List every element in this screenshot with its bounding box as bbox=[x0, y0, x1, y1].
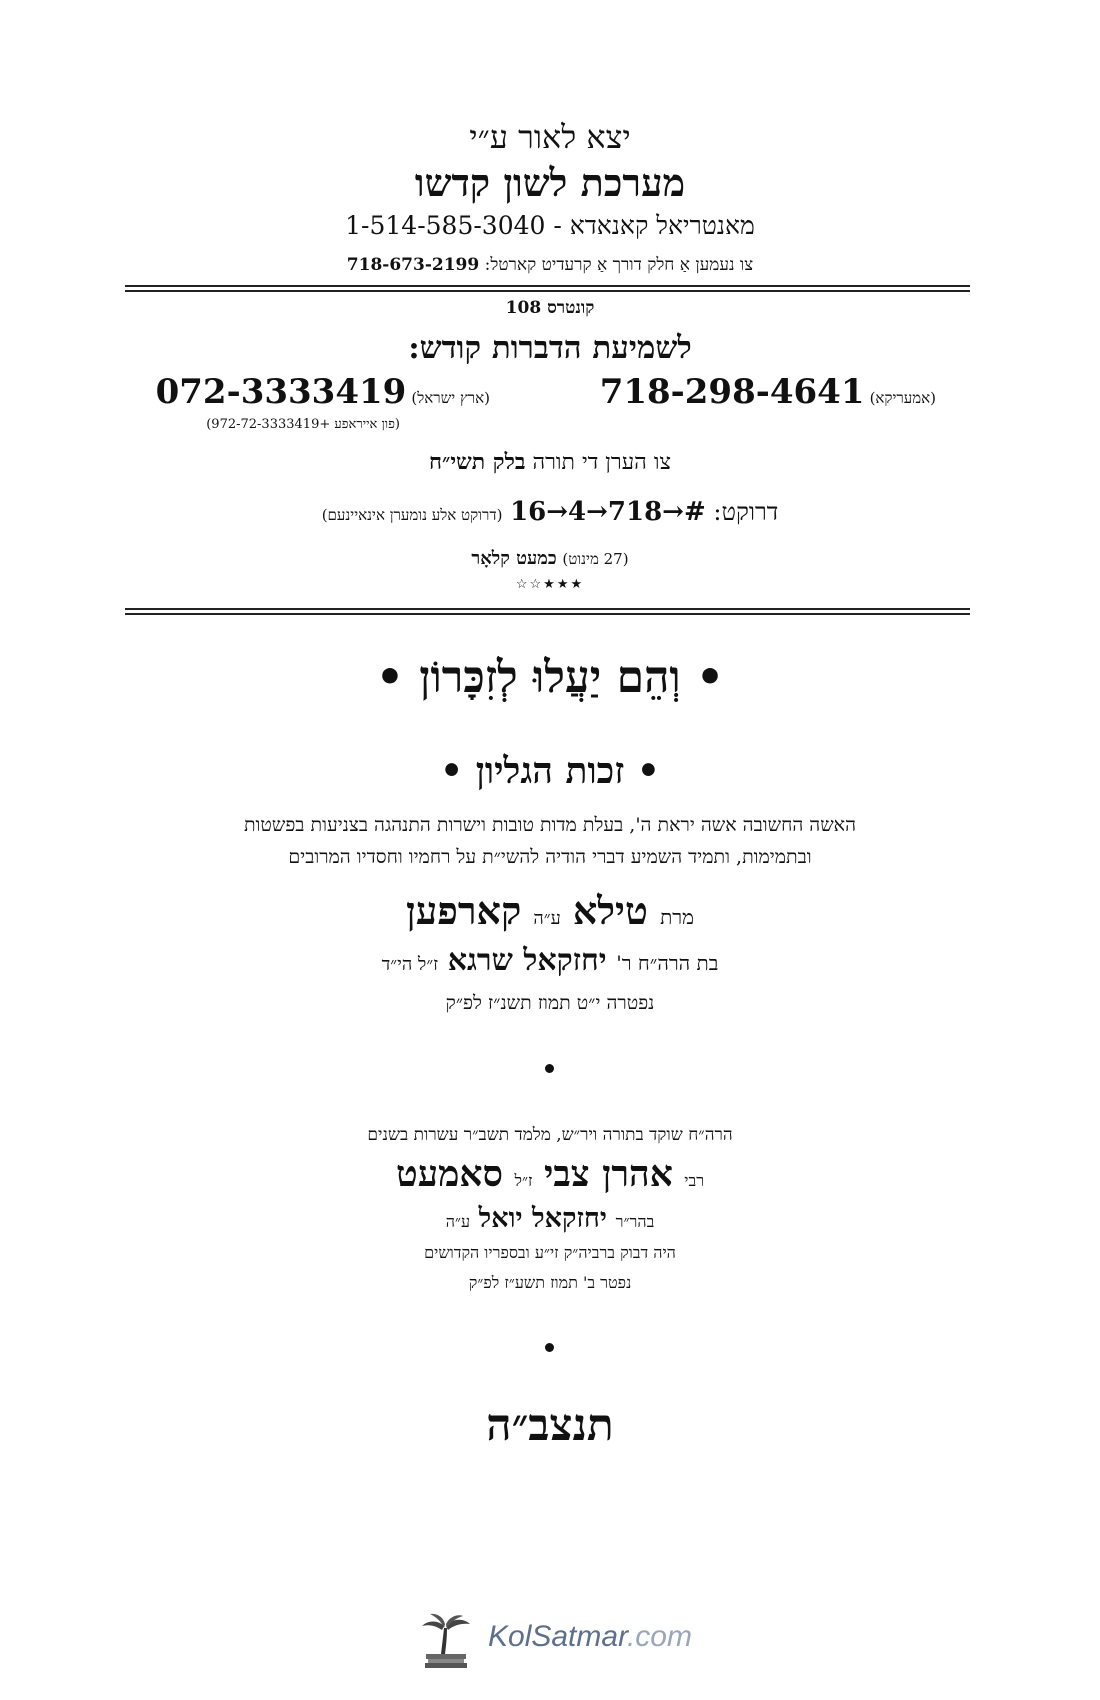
credit-card-text: צו נעמען אַ חלק דורך אַ קרעדיט קארטל: bbox=[484, 255, 754, 275]
woman-father-prefix: בת הרה״ח ר' bbox=[616, 951, 719, 975]
europe-note: (פון אייראפע +972-72-3333419) bbox=[206, 417, 400, 432]
woman-honorific: ע״ה bbox=[533, 908, 561, 929]
top-double-rule bbox=[125, 285, 970, 292]
woman-name-line bbox=[0, 888, 1100, 934]
recording-quality: כמעט קלאָר bbox=[471, 548, 557, 569]
memorial-subheading bbox=[0, 750, 1100, 792]
israel-phone[interactable]: 072-3333419 bbox=[155, 372, 407, 412]
org-name: מערכת לשון קדשו bbox=[414, 160, 686, 205]
man-last-name: סאמעט bbox=[395, 1153, 504, 1195]
woman-first-name: טילא bbox=[572, 888, 648, 933]
man-name-line bbox=[0, 1153, 1100, 1195]
man-died: נפטר ב' תמוז תשע״ז לפ״ק bbox=[468, 1273, 632, 1292]
israel-line bbox=[155, 372, 490, 412]
palm-tree-books-icon bbox=[416, 1612, 476, 1672]
bullet-icon: • bbox=[696, 652, 725, 703]
city-prefix: מאנטריאל קאנאדא - bbox=[545, 211, 755, 240]
woman-title-prefix: מרת bbox=[660, 905, 694, 929]
duration-line bbox=[0, 548, 1100, 569]
man-father-prefix: בהר״ר bbox=[615, 1212, 655, 1231]
bullet-icon: • bbox=[440, 750, 464, 792]
man-father-suffix: ע״ה bbox=[445, 1212, 471, 1231]
woman-father-suffix: ז״ל הי״ד bbox=[381, 954, 439, 975]
credit-card-line bbox=[0, 255, 1100, 275]
parsha-name: בלק תשי״ח bbox=[429, 449, 526, 475]
press-sequence: 16→4→718→# bbox=[510, 497, 706, 527]
man-first-name: אהרן צבי bbox=[543, 1153, 673, 1195]
closing-text: תנצב״ה bbox=[486, 1400, 614, 1451]
man-attachment: היה דבוק ברביה״ק זי״ע ובספריו הקדושים bbox=[424, 1243, 676, 1262]
kolsatmar-logo[interactable] bbox=[416, 1612, 716, 1672]
separator-dot-icon bbox=[545, 1343, 554, 1352]
memorial-subheading-text: זכות הגליון bbox=[475, 750, 625, 792]
man-father-name: יחזקאל יואל bbox=[478, 1203, 607, 1234]
man-father-line bbox=[0, 1203, 1100, 1234]
america-phone[interactable]: 718-298-4641 bbox=[599, 372, 865, 412]
woman-father-name: יחזקאל שרגא bbox=[447, 943, 607, 978]
memorial-heading bbox=[0, 652, 1100, 703]
torah-text: צו הערן די תורה bbox=[532, 450, 671, 475]
america-line bbox=[599, 372, 936, 412]
separator-dot-icon bbox=[545, 1064, 554, 1073]
bullet-icon: • bbox=[636, 750, 660, 792]
middle-double-rule bbox=[125, 608, 970, 615]
rating-stars-icon: ★★★☆☆ bbox=[515, 577, 585, 592]
contact-line bbox=[0, 211, 1100, 241]
torah-line bbox=[0, 449, 1100, 475]
man-title-prefix: רבי bbox=[684, 1171, 705, 1190]
logo-tld: .com bbox=[626, 1620, 692, 1653]
woman-description-line2: ובתמימות, ותמיד השמיע דברי הודיה להשי״ת על רחמיו וחסדיו המרובים bbox=[288, 846, 812, 868]
press-line bbox=[0, 497, 1100, 527]
credit-card-phone[interactable]: 718-673-2199 bbox=[346, 255, 480, 275]
woman-description-line1: האשה החשובה אשה יראת ה', בעלת מדות טובות וישרות התנהגה בצניעות בפשטות bbox=[243, 814, 857, 836]
logo-text[interactable] bbox=[488, 1620, 692, 1654]
israel-label: (ארץ ישראל) bbox=[411, 389, 490, 407]
duration-note: (27 מינוט) bbox=[562, 550, 629, 568]
man-description: הרה״ח שוקד בתורה ויר״ש, מלמד תשב״ר עשרות בשנים bbox=[367, 1125, 733, 1145]
press-label: דרוקט: bbox=[713, 498, 779, 526]
publisher-phone[interactable]: 1-514-585-3040 bbox=[345, 211, 546, 240]
woman-father-line bbox=[0, 943, 1100, 978]
man-honorific: ז״ל bbox=[514, 1171, 533, 1190]
woman-died: נפטרה י״ט תמוז תשנ״ז לפ״ק bbox=[445, 992, 655, 1014]
kuntres-number: קונטרס 108 bbox=[505, 298, 595, 318]
america-label: (אמעריקא) bbox=[869, 389, 936, 407]
logo-name: KolSatmar bbox=[488, 1620, 627, 1653]
bullet-icon: • bbox=[375, 652, 404, 703]
memorial-heading-text: וְהֵם יַעֲלוּ לְזִכָּרוֹן bbox=[419, 652, 681, 703]
press-note: (דרוקט אלע נומערן אינאיינעם) bbox=[321, 506, 503, 524]
published-by: יצא לאור ע״י bbox=[469, 118, 631, 156]
hotline-title: לשמיעת הדברות קודש: bbox=[408, 330, 692, 366]
woman-last-name: קארפען bbox=[406, 888, 522, 933]
